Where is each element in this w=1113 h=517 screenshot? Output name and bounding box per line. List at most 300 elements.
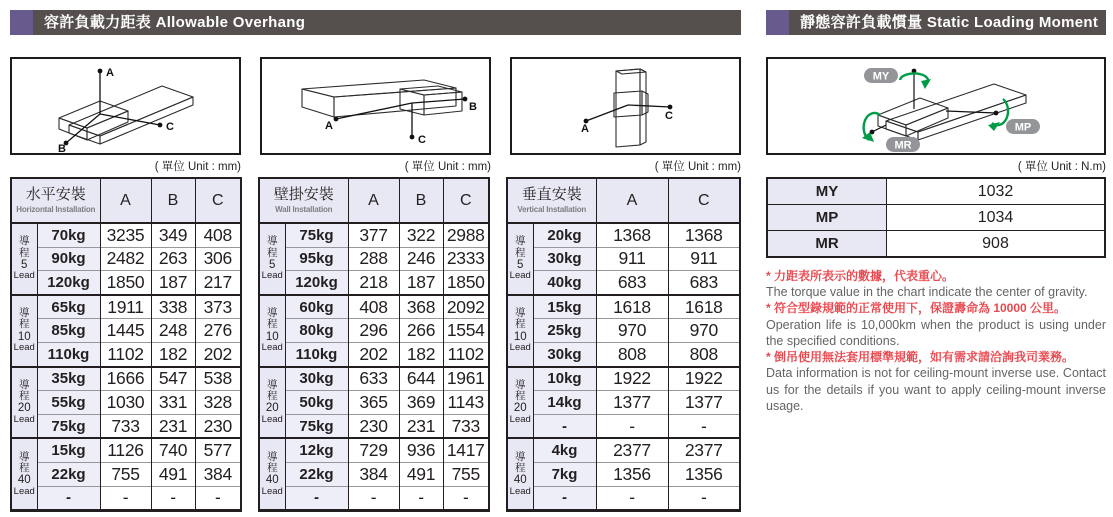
value-cell: 182 [151,342,195,366]
value-cell: 808 [668,342,740,366]
lead-number: 10 [513,330,527,343]
column-header-b: B [151,178,195,223]
lead-en: Lead [509,342,531,354]
moment-value-mp: 1034 [887,205,1106,231]
value-cell: 1618 [596,295,668,319]
lead-zh: 導 [19,378,30,391]
value-cell: 1356 [668,462,740,486]
weight-cell: 40kg [533,271,596,295]
value-cell: 231 [151,414,195,438]
weight-cell: 90kg [37,247,100,271]
value-cell: 2092 [443,295,489,319]
value-cell: 1850 [100,271,151,295]
value-cell: 740 [151,438,195,462]
lead-cell [11,438,37,510]
table-row [259,319,489,343]
weight-cell: 30kg [285,367,348,391]
value-cell: 755 [443,462,489,486]
value-cell: 1554 [443,319,489,343]
lead-en: Lead [13,270,35,282]
value-cell: 2333 [443,247,489,271]
value-cell: 368 [399,295,443,319]
value-cell: 408 [348,295,399,319]
value-cell: 1377 [668,391,740,415]
point-a-label: A [106,67,114,79]
lead-number: 5 [517,258,524,271]
static-moment-titlebar [766,10,1106,35]
value-cell: 1618 [668,295,740,319]
lead-zh: 導 [515,378,526,391]
value-cell: 1030 [100,391,151,415]
header-row [507,178,740,223]
value-cell: 1102 [443,342,489,366]
note-zh: * 符合型錄規範的正常使用下，保證壽命為 10000 公里。 [766,301,1067,316]
lead-cell [507,295,533,367]
lead-zh: 導 [19,307,30,320]
value-cell: 328 [195,391,241,415]
value-cell: 266 [399,319,443,343]
table-title-zh: 水平安裝 [25,186,86,204]
table-row [11,391,241,415]
lead-zh: 導 [267,307,278,320]
table-row [767,205,1105,231]
table-row [11,414,241,438]
value-cell: - [348,486,399,511]
lead-cell [259,223,285,295]
weight-cell: 15kg [37,438,100,462]
table-row [507,486,740,511]
column-header-a: A [100,178,151,223]
value-cell: 338 [151,295,195,319]
table-title-en: Vertical Installation [517,204,587,214]
weight-cell: 95kg [285,247,348,271]
weight-cell: 75kg [285,414,348,438]
value-cell: 1666 [100,367,151,391]
value-cell: 296 [348,319,399,343]
table-row [507,247,740,271]
weight-cell: 35kg [37,367,100,391]
table-row [11,295,241,319]
table-row [11,367,241,391]
weight-cell: 120kg [37,271,100,295]
value-cell: 547 [151,367,195,391]
lead-en: Lead [13,413,35,425]
value-cell: - [668,486,740,511]
column-header-c: C [443,178,489,223]
weight-cell: 55kg [37,391,100,415]
lead-zh: 導 [515,307,526,320]
weight-cell: 65kg [37,295,100,319]
table-row [11,342,241,366]
lead-zh: 程 [19,390,30,403]
lead-cell [259,438,285,510]
lead-zh: 程 [515,390,526,403]
value-cell: - [195,486,241,511]
lead-en: Lead [261,485,283,497]
value-cell: 3235 [100,223,151,247]
value-cell: 911 [596,247,668,271]
lead-zh: 程 [515,246,526,259]
section-title-en: Allowable Overhang [155,14,306,31]
my-badge-label: MY [872,70,890,83]
value-cell: - [443,486,489,511]
lead-zh: 程 [267,461,278,474]
lead-number: 5 [269,258,276,271]
purple-accent-square [766,10,789,35]
lead-zh: 程 [515,318,526,331]
lead-cell [507,223,533,295]
value-cell: 1126 [100,438,151,462]
value-cell: 936 [399,438,443,462]
value-cell: 683 [668,271,740,295]
unit-label-nm: ( 單位 Unit : N.m) [1017,161,1106,173]
weight-cell: 22kg [285,462,348,486]
lead-number: 10 [265,330,279,343]
value-cell: - [596,414,668,438]
value-cell: 733 [100,414,151,438]
value-cell: 1961 [443,367,489,391]
value-cell: 1368 [596,223,668,247]
lead-en: Lead [13,485,35,497]
value-cell: 729 [348,438,399,462]
static-moment-table [766,177,1106,258]
value-cell: 1143 [443,391,489,415]
unit-label-mm: ( 單位 Unit : mm) [154,161,241,173]
weight-cell: 85kg [37,319,100,343]
weight-cell: 25kg [533,319,596,343]
value-cell: - [668,414,740,438]
value-cell: 331 [151,391,195,415]
note-en: Operation life is 10,000km when the product is using under the specified conditions. [766,317,1106,348]
section-title-zh: 容許負載力距表 [44,14,152,31]
table-row [507,438,740,462]
value-cell: 288 [348,247,399,271]
unit-label-mm: ( 單位 Unit : mm) [654,161,741,173]
table-title-zh: 垂直安裝 [521,186,582,204]
purple-accent-square [10,10,33,35]
lead-cell [507,367,533,439]
weight-cell: 110kg [285,342,348,366]
weight-cell: 75kg [285,223,348,247]
weight-cell: 20kg [533,223,596,247]
value-cell: 683 [596,271,668,295]
lead-zh: 程 [19,246,30,259]
value-cell: 1922 [668,367,740,391]
weight-cell: 80kg [285,319,348,343]
weight-cell: 7kg [533,462,596,486]
value-cell: 202 [348,342,399,366]
point-c-label: C [166,121,174,133]
point-b-label: B [469,101,477,113]
lead-number: 20 [265,402,279,415]
lead-zh: 程 [19,318,30,331]
weight-cell: 12kg [285,438,348,462]
table-row [259,462,489,486]
value-cell: 1445 [100,319,151,343]
weight-cell: 120kg [285,271,348,295]
lead-zh: 程 [19,461,30,474]
lead-zh: 程 [267,318,278,331]
lead-number: 40 [265,474,279,487]
table-title [259,178,348,223]
lead-zh: 導 [267,235,278,248]
value-cell: 755 [100,462,151,486]
table-row [259,486,489,511]
vertical-install-diagram [512,59,739,153]
lead-number: 20 [17,402,31,415]
table-row [507,223,740,247]
table-row [507,319,740,343]
value-cell: 911 [668,247,740,271]
table-row [259,223,489,247]
lead-en: Lead [261,342,283,354]
lead-en: Lead [509,413,531,425]
value-cell: 733 [443,414,489,438]
value-cell: 538 [195,367,241,391]
value-cell: 365 [348,391,399,415]
value-cell: - [151,486,195,511]
mr-badge-label: MR [894,139,912,152]
value-cell: 384 [195,462,241,486]
wall-install-diagram [262,59,489,153]
value-cell: 1922 [596,367,668,391]
value-cell: 577 [195,438,241,462]
table-row [507,295,740,319]
weight-cell: 30kg [533,247,596,271]
weight-cell: 22kg [37,462,100,486]
table-row [507,271,740,295]
weight-cell: - [37,486,100,511]
table-row [11,438,241,462]
table-row [11,271,241,295]
column-header-c: C [668,178,740,223]
weight-cell: 10kg [533,367,596,391]
lead-en: Lead [509,485,531,497]
table-row [11,319,241,343]
value-cell: 276 [195,319,241,343]
lead-zh: 程 [515,461,526,474]
point-c-label: C [418,134,426,146]
table-row [507,391,740,415]
value-cell: 263 [151,247,195,271]
header-row [11,178,241,223]
column-header-a: A [596,178,668,223]
lead-zh: 導 [19,235,30,248]
point-a-label: A [325,120,333,132]
overhang-table-wall [258,177,490,512]
allowable-overhang-titlebar [10,10,741,35]
table-row [767,231,1105,258]
column-header-b: B [399,178,443,223]
weight-cell: 110kg [37,342,100,366]
unit-label-mm: ( 單位 Unit : mm) [404,161,491,173]
value-cell: 218 [348,271,399,295]
table-row [507,462,740,486]
value-cell: 491 [151,462,195,486]
table-row [767,178,1105,205]
table-row [507,414,740,438]
value-cell: 377 [348,223,399,247]
table-row [507,367,740,391]
value-cell: 2377 [668,438,740,462]
mp-badge-label: MP [1014,121,1032,134]
value-cell: 217 [195,271,241,295]
weight-cell: 75kg [37,414,100,438]
lead-en: Lead [509,270,531,282]
lead-cell [259,295,285,367]
value-cell: 349 [151,223,195,247]
table-title [11,178,100,223]
table-title-zh: 壁掛安裝 [273,186,334,204]
table-title-en: Wall Installation [275,204,333,214]
weight-cell: 50kg [285,391,348,415]
footnotes [766,268,1106,414]
value-cell: 373 [195,295,241,319]
lead-zh: 導 [267,450,278,463]
value-cell: 1911 [100,295,151,319]
section-title [789,10,1106,35]
value-cell: - [100,486,151,511]
table-row [259,342,489,366]
value-cell: 2988 [443,223,489,247]
value-cell: 970 [596,319,668,343]
overhang-tables-row [10,177,741,512]
table-title-en: Horizontal Installation [16,204,96,214]
lead-cell [11,223,37,295]
lead-zh: 導 [19,450,30,463]
header-row [259,178,489,223]
value-cell: 187 [399,271,443,295]
value-cell: 202 [195,342,241,366]
lead-zh: 導 [267,378,278,391]
table-row [259,414,489,438]
lead-number: 40 [513,474,527,487]
lead-number: 20 [513,402,527,415]
moment-label-my: MY [767,178,887,205]
table-row [259,391,489,415]
value-cell: 644 [399,367,443,391]
lead-en: Lead [261,413,283,425]
allowable-overhang-section [10,10,741,512]
moment-diagram-box [766,57,1106,155]
overhang-table-horizontal [10,177,242,512]
value-cell: 322 [399,223,443,247]
value-cell: 1417 [443,438,489,462]
moment-value-my: 1032 [887,178,1106,205]
value-cell: 230 [195,414,241,438]
weight-cell: - [533,414,596,438]
lead-en: Lead [13,342,35,354]
installation-diagrams-row [10,57,741,155]
moment-value-mr: 908 [887,231,1106,258]
vertical-install-diagram-box [510,57,741,155]
point-a-label: A [581,123,589,135]
lead-cell [507,438,533,510]
value-cell: 231 [399,414,443,438]
value-cell: 248 [151,319,195,343]
note-en: Data information is not for ceiling-mount inverse use. Contact us for the details if you want to apply ceiling-mount inverse usage. [766,366,1106,413]
unit-labels-row [10,158,741,175]
lead-cell [259,367,285,439]
note-zh: * 倒吊使用無法套用標準規範，如有需求請洽詢我司業務。 [766,350,1075,365]
weight-cell: 30kg [533,342,596,366]
value-cell: - [399,486,443,511]
value-cell: 182 [399,342,443,366]
value-cell: 808 [596,342,668,366]
point-b-label: B [58,143,66,153]
value-cell: 633 [348,367,399,391]
value-cell: 970 [668,319,740,343]
value-cell: 369 [399,391,443,415]
value-cell: 230 [348,414,399,438]
lead-number: 10 [17,330,31,343]
value-cell: 491 [399,462,443,486]
lead-number: 5 [21,258,28,271]
table-row [11,462,241,486]
column-header-a: A [348,178,399,223]
value-cell: 306 [195,247,241,271]
lead-cell [11,295,37,367]
horizontal-install-diagram-box [10,57,241,155]
value-cell: 187 [151,271,195,295]
column-header-c: C [195,178,241,223]
weight-cell: 70kg [37,223,100,247]
value-cell: 1850 [443,271,489,295]
weight-cell: 4kg [533,438,596,462]
lead-number: 40 [17,474,31,487]
section-title-zh: 靜態容許負載慣量 [800,14,923,31]
moment-diagram [768,59,1104,153]
moment-label-mr: MR [767,231,887,258]
weight-cell: - [285,486,348,511]
table-row [11,223,241,247]
value-cell: 1377 [596,391,668,415]
value-cell: 246 [399,247,443,271]
lead-zh: 程 [267,246,278,259]
value-cell: - [596,486,668,511]
value-cell: 1102 [100,342,151,366]
value-cell: 2482 [100,247,151,271]
static-loading-moment-section [766,10,1106,414]
value-cell: 384 [348,462,399,486]
table-row [259,438,489,462]
value-cell: 2377 [596,438,668,462]
horizontal-install-diagram [12,59,239,153]
weight-cell: 15kg [533,295,596,319]
weight-cell: - [533,486,596,511]
table-row [259,295,489,319]
overhang-table-vertical [506,177,741,512]
value-cell: 408 [195,223,241,247]
lead-cell [11,367,37,439]
value-cell: 1356 [596,462,668,486]
table-row [11,486,241,511]
table-row [507,342,740,366]
table-row [259,271,489,295]
lead-zh: 導 [515,235,526,248]
note-zh: * 力距表所表示的數據，代表重心。 [766,269,955,283]
wall-install-diagram-box [260,57,491,155]
moment-label-mp: MP [767,205,887,231]
section-title [33,10,741,35]
lead-zh: 程 [267,390,278,403]
table-row [259,367,489,391]
value-cell: 1368 [668,223,740,247]
section-title-en: Static Loading Moment [926,14,1099,31]
lead-zh: 導 [515,450,526,463]
table-row [259,247,489,271]
table-title [507,178,596,223]
